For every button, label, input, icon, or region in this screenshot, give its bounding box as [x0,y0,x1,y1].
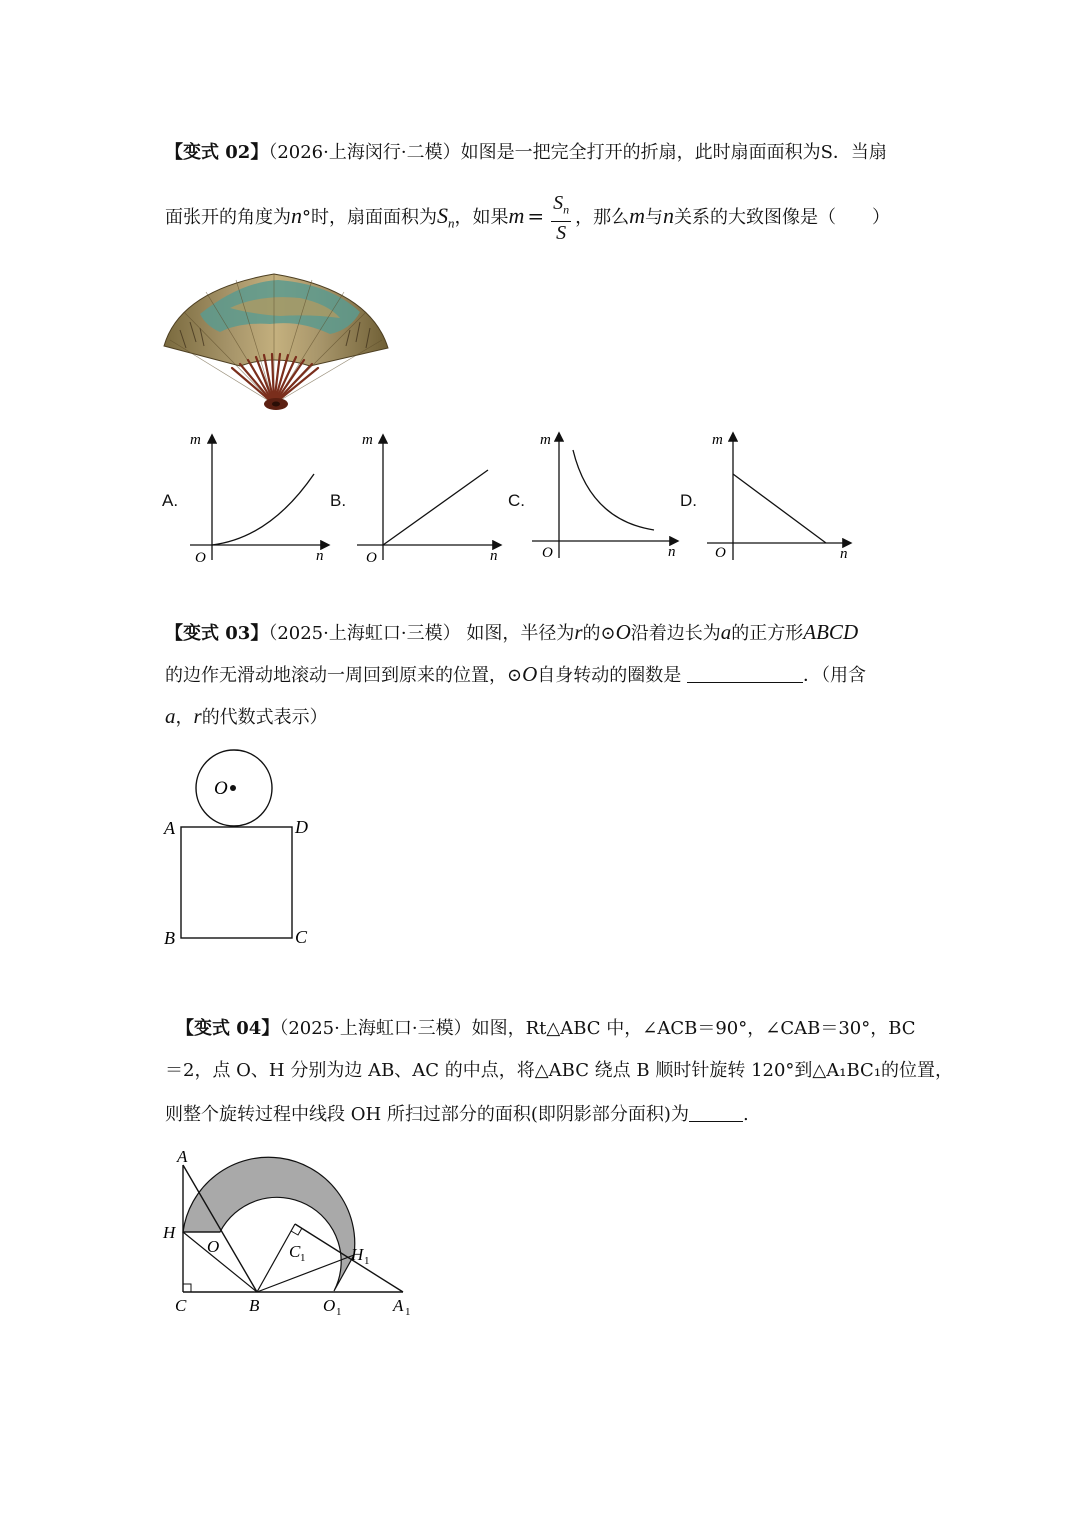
q02-source: （2026·上海闵行·二模） [268,142,461,163]
label-a: A [164,818,175,838]
q04-line1-text: 如图，Rt△ABC 中，∠ACB＝90°，∠CAB＝30°，BC [471,1018,916,1039]
label-o1-sub: 1 [336,1306,342,1318]
choice-b-label[interactable]: B. [330,491,347,510]
graph-d-x-label: n [840,546,848,562]
var-sn: S [437,203,448,228]
q02-line2-b: °时，扇面面积为 [302,207,437,228]
q02-line2-e: 与 [645,207,664,228]
q03-line2 [165,662,866,688]
q02-line2-a: 面张开的角度为 [165,207,291,228]
q03-line1-a: 如图，半径为 [466,623,575,644]
frac-num-sub: n [563,202,570,217]
graph-a-curve [212,474,314,545]
graph-b-x-label: n [490,548,498,564]
q03-line3-sep: ， [175,707,194,728]
label-a: A [177,1147,188,1166]
answer-blank-q04[interactable] [689,1103,743,1122]
graph-b-origin: O [366,550,377,566]
q02-line1 [165,141,887,165]
right-angle-c [183,1284,191,1292]
frac-num: S [553,192,564,215]
q03-line2-b: 自身转动的圈数是 [537,665,682,686]
square-name: ABCD [803,620,859,644]
q03-line1-b: 的⊙ [582,623,616,644]
var-a-2: a [165,704,176,728]
q02-line2-f: 关系的大致图像是（ ） [674,207,891,228]
var-n: n [291,203,302,228]
label-o1: O [323,1296,336,1315]
fraction-sn-over-s [551,192,571,244]
graph-c-y-label: m [540,432,551,448]
var-m-2: m [629,203,646,228]
graph-c[interactable] [532,432,677,561]
graph-c-curve [573,450,654,530]
graph-a-origin: O [195,550,206,566]
graph-d[interactable] [707,432,850,562]
q03-line1-d: 的正方形 [731,623,804,644]
label-o: O [207,1237,220,1256]
q04-line1 [176,1017,916,1041]
q03-line1 [165,620,858,646]
frac-den: S [556,221,567,244]
q04-source: （2025·上海虹口·三模） [279,1018,472,1039]
q04-line3-a: 则整个旋转过程中线段 OH 所扫过部分的面积(即阴影部分面积)为 [165,1104,689,1125]
q02-tag: 【变式 02】 [165,142,269,163]
answer-blank-q03[interactable] [687,664,803,683]
graph-d-origin: O [715,545,726,561]
q03-line2-a: 的边作无滑动地滚动一周回到原来的位置，⊙ [165,665,523,686]
label-c1: C [289,1242,301,1261]
graph-b[interactable] [357,432,500,566]
q04-tag: 【变式 04】 [176,1018,280,1039]
q03-source: （2025·上海虹口·三模） [268,623,461,644]
graph-a-x-label: n [316,548,324,564]
label-d: D [295,817,308,837]
q03-line3-end: 的代数式表示） [201,707,328,728]
label-c1-sub: 1 [300,1252,306,1264]
label-h: H [163,1223,176,1242]
folding-fan-image [160,268,392,414]
equals-sign: = [527,204,545,228]
var-n-2: n [663,203,675,228]
graph-d-line [733,474,826,543]
q03-line2-c: ．（用含 [803,665,866,686]
label-b: B [164,928,175,948]
square-abcd [181,827,292,938]
label-a1: A [393,1296,404,1315]
label-c: C [175,1296,187,1315]
graph-c-origin: O [542,545,553,561]
var-sn-sub: n [448,215,455,231]
graph-a-y-label: m [190,432,201,448]
graph-b-line [383,470,488,545]
var-o-2: O [522,662,538,686]
q04-line3-b: . [742,1104,749,1125]
q03-line1-c: 沿着边长为 [630,623,721,644]
q02-line2 [165,192,890,248]
label-a1-sub: 1 [405,1306,411,1318]
q04-line2 [165,1059,953,1083]
choice-graphs [0,420,1080,570]
q03-line3 [165,704,328,730]
graph-a[interactable] [190,432,328,566]
var-m: m [508,203,525,228]
graph-d-y-label: m [712,432,723,448]
q02-line1-text: 如图是一把完全打开的折扇，此时扇面面积为S．当扇 [460,142,887,163]
q02-line2-c: ，如果 [454,207,509,228]
rotation-figure [155,1145,425,1320]
label-b: B [249,1296,260,1315]
center-dot-o [230,785,236,791]
label-h1-sub: 1 [364,1255,370,1267]
q04-line2-text: ＝2，点 O、H 分别为边 AB、AC 的中点，将△ABC 绕点 B 顺时针旋转 120°到△A₁BC₁的位置， [165,1060,954,1081]
segment-hb [183,1232,257,1292]
label-c: C [295,927,308,947]
q04-line3 [165,1103,749,1127]
choice-c-label[interactable]: C. [508,491,525,510]
choice-a-label[interactable]: A. [162,491,179,510]
var-r: r [574,620,583,644]
var-r-2: r [193,704,202,728]
q02-line2-d: ，那么 [575,207,630,228]
graph-b-y-label: m [362,432,373,448]
graph-c-x-label: n [668,544,676,560]
label-h1: H [351,1245,364,1264]
var-o: O [615,620,631,644]
q03-tag: 【变式 03】 [165,623,269,644]
label-o: O [214,778,228,799]
var-a: a [720,620,732,644]
segment-bh1 [257,1255,354,1292]
circle-square-figure [155,745,335,950]
choice-d-label[interactable]: D. [680,491,697,510]
